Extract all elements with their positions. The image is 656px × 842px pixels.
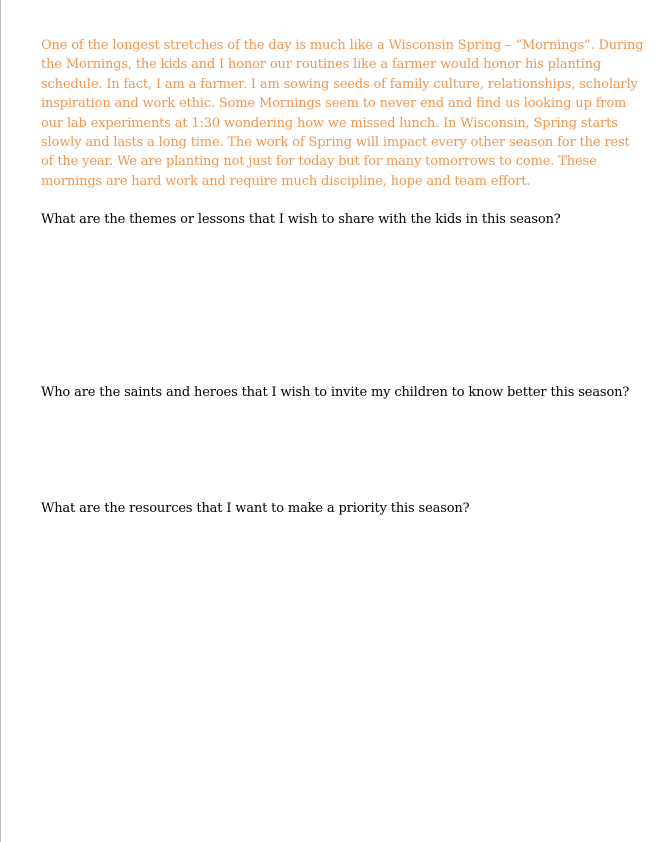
question-resources: What are the resources that I want to make a priority this season? bbox=[41, 501, 470, 516]
question-themes-lessons: What are the themes or lessons that I wish to share with the kids in this season? bbox=[41, 212, 561, 227]
question-saints-heroes: Who are the saints and heroes that I wish to invite my children to know better this season? bbox=[41, 385, 630, 400]
intro-paragraph: One of the longest stretches of the day is much like a Wisconsin Spring – “Mornings”. During the Mornings, the kids and I honor our routines like a farmer would honor his planting schedule. In fact, I am a farmer. I am sowing seeds of family culture, relationships, scholarly inspiration and work ethic. Some Mornings seem to never end and find us looking up from our lab experiments at 1:30 wondering how we missed lunch. In Wisconsin, Spring starts slowly and lasts a long time. The work of Spring will impact every other season for the rest of the year. We are planting not just for today but for many tomorrows to come. These mornings are hard work and require much discipline, hope and team effort. bbox=[41, 38, 644, 189]
